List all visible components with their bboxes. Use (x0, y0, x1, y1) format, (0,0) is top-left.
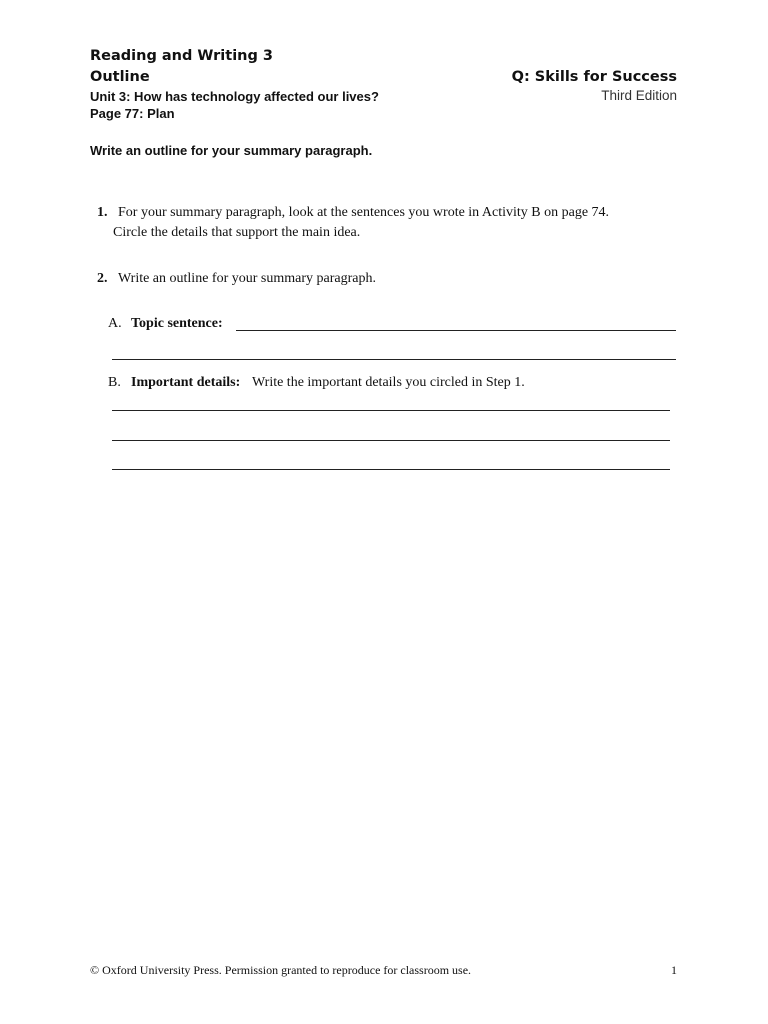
item-text-line: For your summary paragraph, look at the sentences you wrote in Activity B on page 74. (118, 205, 610, 220)
details-line[interactable] (112, 440, 670, 441)
edition-label: Third Edition (601, 88, 677, 103)
page-reference: Page 77: Plan (90, 106, 175, 121)
copyright-footer: © Oxford University Press. Permission granted to reproduce for classroom use. (90, 963, 472, 977)
important-details-label: Important details: (131, 375, 241, 390)
series-title: Q: Skills for Success (511, 69, 677, 85)
item-text-line: Write an outline for your summary paragraph. (118, 271, 376, 286)
details-line[interactable] (112, 410, 670, 411)
topic-sentence-line[interactable] (112, 359, 676, 360)
details-line[interactable] (112, 469, 670, 470)
topic-sentence-label: Topic sentence: (131, 316, 223, 331)
important-details-text: Write the important details you circled in Step 1. (252, 375, 525, 390)
item-number: 1. (97, 205, 108, 220)
item-number: 2. (97, 271, 108, 286)
document-type: Outline (90, 69, 150, 85)
topic-sentence-line[interactable] (236, 330, 676, 331)
instruction: Write an outline for your summary paragraph. (90, 143, 373, 158)
outline-letter: B. (108, 375, 121, 390)
outline-letter: A. (108, 316, 122, 331)
item-text-line: Circle the details that support the main idea. (113, 225, 361, 240)
unit-title: Unit 3: How has technology affected our lives? (90, 89, 379, 104)
course-title: Reading and Writing 3 (90, 48, 274, 64)
page-number: 1 (671, 963, 677, 977)
